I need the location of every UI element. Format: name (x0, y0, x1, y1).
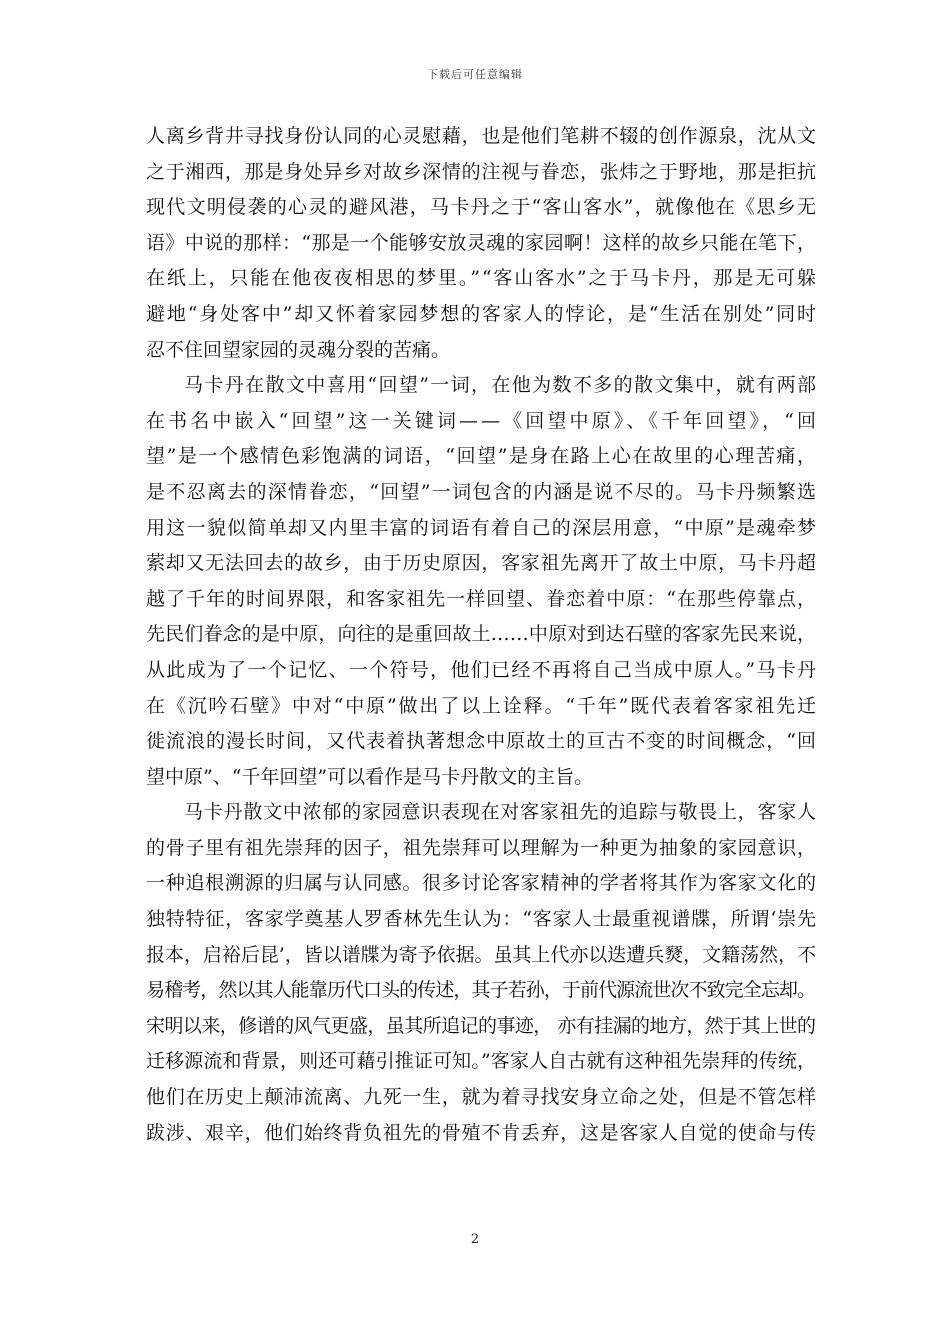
text-line: 人离乡背井寻找身份认同的心灵慰藉，也是他们笔耕不辍的创作源泉，沈从文 (146, 125, 817, 147)
document-body (146, 119, 820, 1151)
text-line: 语》中说的那样：“那是一个能够安放灵魂的家园啊！这样的故乡只能在笔下， (146, 231, 817, 254)
text-line: 跋涉、艰辛，他们始终背负祖先的骨殖不肯丢弃，这是客家人自觉的使命与传 (146, 1121, 817, 1144)
text-line: 他们在历史上颠沛流离、九死一生，就为着寻找安身立命之处，但是不管怎样 (146, 1086, 817, 1109)
text-line: 望中原”、“千年回望”可以看作是马卡丹散文的主旨。 (146, 765, 594, 788)
text-line: 避地“身处客中”却又怀着家园梦想的客家人的悖论，是“生活在别处”同时 (146, 302, 818, 325)
text-line: 迁移源流和背景，则还可藉引推证可知。”客家人自古就有这种祖先崇拜的传统， (146, 1050, 817, 1073)
text-line: 宋明以来，修谱的风气更盛，虽其所追记的事迹， 亦有挂漏的地方，然于其上世的 (146, 1014, 816, 1037)
page-header: 下载后可任意编辑 (427, 68, 523, 81)
text-line: 忍不住回望家园的灵魂分裂的苦痛。 (146, 338, 451, 361)
paragraph-1 (146, 119, 816, 368)
text-line: 之于湘西，那是身处异乡对故乡深情的注视与眷恋，张炜之于野地，那是拒抗 (146, 160, 817, 183)
paragraph-2 (146, 368, 820, 795)
text-line: 在书名中嵌入“回望”这一关键词——《回望中原》、《千年回望》，“回 (146, 409, 820, 432)
text-line: 萦却又无法回去的故乡，由于历史原因，客家祖先离开了故土中原，马卡丹超 (146, 552, 817, 575)
text-line: 马卡丹散文中浓郁的家园意识表现在对客家祖先的追踪与敬畏上，客家人 (184, 801, 817, 824)
text-line: 报本，启裕后昆’，皆以谱牒为寄予依据。虽其上代亦以迭遭兵燹，文籍荡然，不 (146, 943, 816, 966)
text-line: 越了千年的时间界限，和客家祖先一样回望、眷恋着中原：“在那些停靠点， (146, 587, 818, 610)
text-line: 一种追根溯源的归属与认同感。很多讨论客家精神的学者将其作为客家文化的 (146, 872, 817, 895)
text-line: 是不忍离去的深情眷恋，“回望”一词包含的内涵是说不尽的。马卡丹频繁选 (146, 480, 818, 503)
text-line: 在纸上，只能在他夜夜相思的梦里。”“客山客水”之于马卡丹，那是无可躲 (146, 267, 818, 290)
text-line: 先民们眷念的是中原，向往的是重回故土……中原对到达石壁的客家先民来说， (146, 623, 817, 646)
text-line: 徙流浪的漫长时间，又代表着执著想念中原故土的亘古不变的时间概念，“回 (146, 730, 818, 753)
paragraph-3 (146, 795, 816, 1151)
text-line: 独特特征，客家学奠基人罗香林先生认为：“客家人士最重视谱牒，所谓‘崇先 (146, 908, 817, 931)
text-line: 现代文明侵袭的心灵的避风港，马卡丹之于“客山客水”，就像他在《思乡无 (146, 196, 818, 219)
text-line: 从此成为了一个记忆、一个符号，他们已经不再将自己当成中原人。”马卡丹 (146, 658, 818, 681)
page-number: 2 (470, 1232, 480, 1247)
text-line: 易稽考，然以其人能靠历代口头的传述，其子若孙，于前代源流世次不致完全忘却。 (146, 979, 816, 1002)
text-line: 用这一貌似简单却又内里丰富的词语有着自己的深层用意，“中原”是魂牵梦 (146, 516, 818, 539)
text-line: 马卡丹在散文中喜用“回望”一词，在他为数不多的散文集中，就有两部 (184, 374, 818, 397)
text-line: 的骨子里有祖先崇拜的因子，祖先崇拜可以理解为一种更为抽象的家园意识， (146, 836, 817, 859)
text-line: 望”是一个感情色彩饱满的词语，“回望”是身在路上心在故里的心理苦痛， (146, 445, 818, 468)
text-line: 在《沉吟石壁》中对“中原”做出了以上诠释。“千年”既代表着客家祖先迁 (146, 694, 818, 717)
